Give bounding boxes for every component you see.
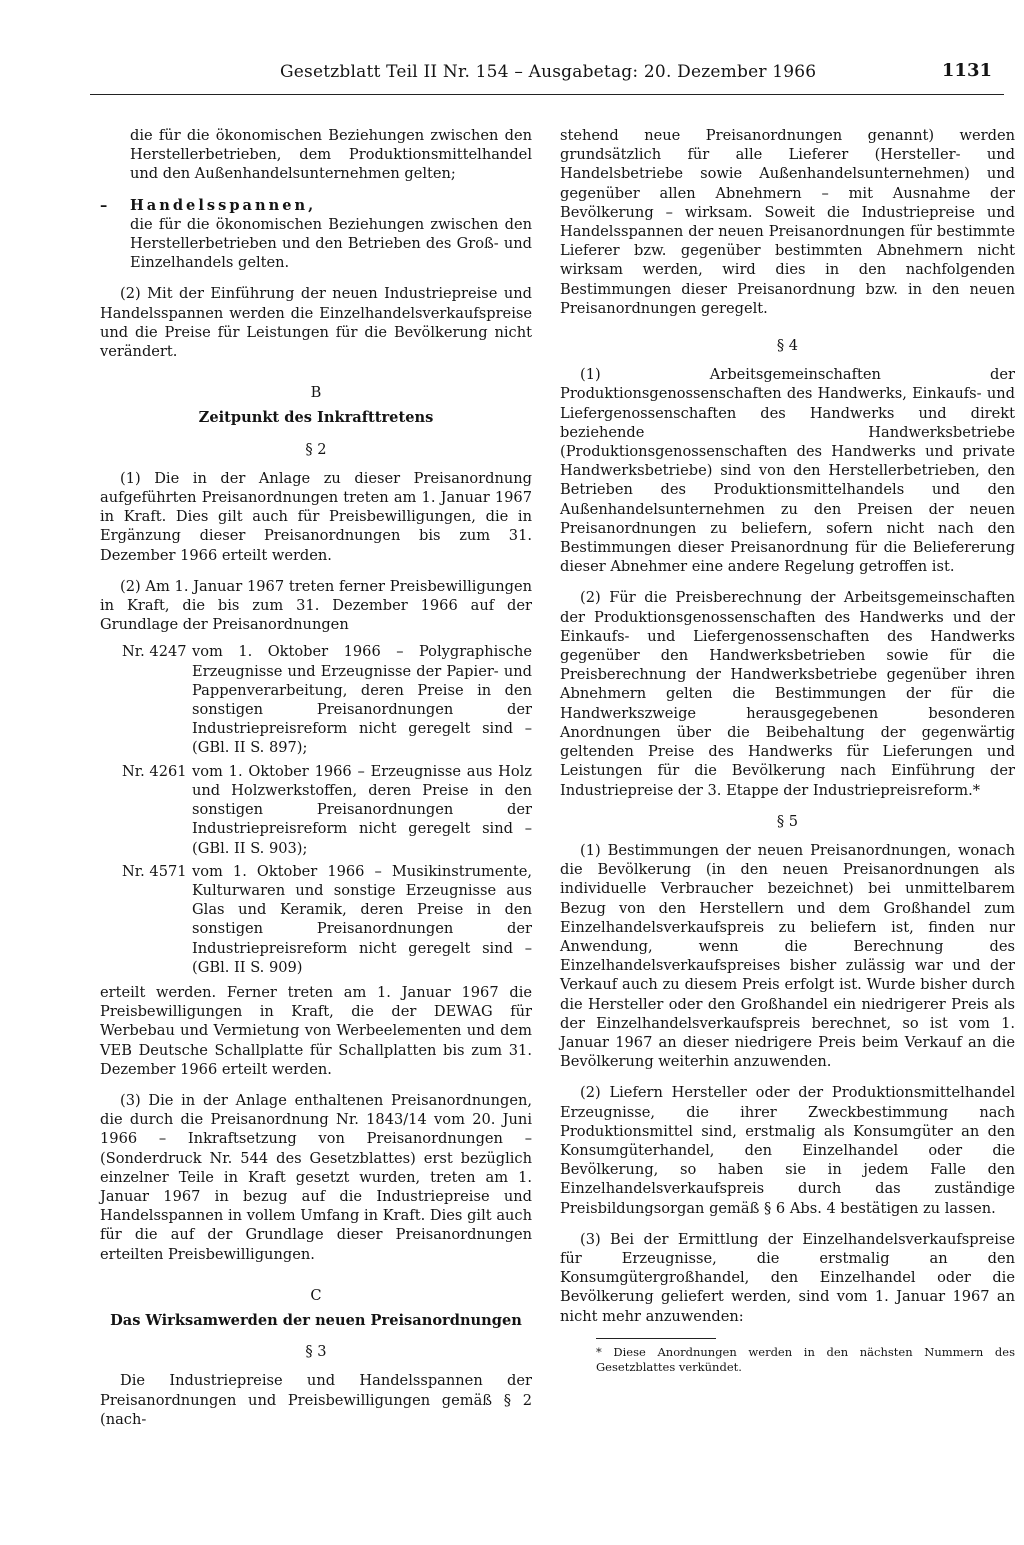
paragraph-5-2: (2) Liefern Hersteller oder der Produktionsmittelhandel Erzeugnisse, die ihrer Zweckbestimmung nach Produktionsmittel sind, erstmalig als Konsumgüter an den Konsumgüterhandel, den Einzelhandel oder die Bevölkerung, so haben sie in jedem Falle den Einzelhandelsverkaufspreis durch das zuständige Preisbildungsorgan gemäß § 6 Abs. 4 bestätigen zu lassen. [560,1084,1015,1217]
section-b-title: Zeitpunkt des Inkrafttretens [198,409,434,427]
order-text: vom 1. Oktober 1966 – Polygraphische Erzeugnisse und Erzeugnisse der Papier- und Pappenverarbeitung, deren Preise in den sonstigen Preisanordnungen der Industriepreisreform nicht geregelt sind – (GBl. II S. 897); [192,643,532,757]
section-b-letter: B [310,384,322,402]
page-number: 1131 [941,60,992,81]
paragraph-3-continued: stehend neue Preisanordnungen genannt) werden grundsätzlich für alle Lieferer (Hersteller- und Handelsbetriebe sowie Außenhandelsunternehmen) und gegenüber allen Abnehmern – mit Ausnahme der Bevölkerung – wirksam. Soweit die Industriepreise und Handelsspannen der neuen Preisanordnungen für bestimmte Lieferer bzw. gegenüber bestimmten Abnehmern nicht wirksam werden, wird dies in den nachfolgenden Bestimmungen dieser Preisanordnung bzw. in den neuen Preisanordnungen geregelt. [560,127,1015,317]
item-term: Handelsspannen, [130,196,317,214]
dash-bullet: – [100,196,108,214]
order-item [100,862,532,977]
paragraph-4-number: § 4 [776,337,799,355]
order-item [100,762,532,858]
order-text: vom 1. Oktober 1966 – Erzeugnisse aus Holz und Holzwerkstoffen, deren Preise in den sonstigen Preisanordnungen der Industriepreisreform nicht geregelt sind – (GBl. II S. 903); [192,762,532,857]
paragraph-4-2: (2) Für die Preisberechnung der Arbeitsgemeinschaften der Produktionsgenossenschaften des Handwerks und der Einkaufs- und Liefergenossenschaften des Handwerks gegenüber den Handwerksbetrieben sowie für die Preisberechnung der Handwerksbetriebe gegenüber ihren Abnehmern gelten die Bestimmungen der für die Handwerkszweige herausgegebenen besonderen Anordnungen über die Beibehaltung der gegenwärtig geltenden Preise des Handwerks für Lieferungen und Leistungen für die Bevölkerung nach Einführung der Industriepreise der 3. Etappe der Industriepreisreform.* [560,589,1015,799]
order-text: vom 1. Oktober 1966 – Musikinstrumente, Kulturwaren und sonstige Erzeugnisse aus Glas und Keramik, deren Preise in den sonstigen Preisanordnungen der Industriepreisreform nicht geregelt sind – (GBl. II S. 909) [192,862,532,976]
paragraph-5-3: (3) Bei der Ermittlung der Einzelhandelsverkaufspreise für Erzeugnisse, die erstmalig an den Konsumgütergroßhandel, den Einzelhandel oder die Bevölkerung geliefert werden, sind vom 1. Januar 1967 an nicht mehr anzuwenden: [560,1230,1015,1325]
order-number: Nr. 4571 [122,862,187,880]
section-c-letter: C [310,1286,322,1304]
paragraph-2-2: (2) Am 1. Januar 1967 treten ferner Preisbewilligungen in Kraft, die bis zum 31. Dezember 1966 auf der Grundlage der Preisanordnungen [100,577,532,634]
footnote-rule [596,1338,716,1339]
paragraph-4-1: (1) Arbeitsgemeinschaften der Produktionsgenossenschaften des Handwerks, Einkaufs- und Liefergenossenschaften des Handwerks und direkt beziehende Handwerksbetriebe (Produktionsgenossenschaften des Handwerks und private Handwerksbetriebe) sind von den Herstellerbetrieben, den Betrieben des Produktionsmittelhandels und den Außenhandelsunternehmen zu den Preisen der neuen Preisanordnungen zu beliefern, sofern nicht nach den Bestimmungen dieser Preisanordnung für die Beliefererung dieser Abnehmer eine andere Regelung getroffen ist. [560,366,1015,576]
paragraph-3: Die Industriepreise und Handelsspannen der Preisanordnungen und Preisbewilligungen gemäß § 2 (nach- [100,1372,532,1428]
order-number: Nr. 4247 [122,643,187,661]
order-list [100,642,532,976]
item-text: die für die ökonomischen Beziehungen zwischen den Herstellerbetrieben und den Betrieben des Groß- und Einzelhandels gelten. [130,215,532,272]
paragraph-a2: (2) Mit der Einführung der neuen Industriepreise und Handelsspannen werden die Einzelhandelsverkaufspreise und die Preise für Leistungen für die Bevölkerung nicht verändert. [100,285,532,361]
paragraph-3-number: § 3 [305,1343,327,1361]
paragraph-5-number: § 5 [776,812,799,830]
paragraph-2-number: § 2 [305,440,327,458]
page-header [90,58,1004,95]
right-column [560,126,1015,1375]
section-c-title: Das Wirksamwerden der neuen Preisanordnungen [110,1311,522,1329]
order-item [100,642,532,757]
continued-paragraph: die für die ökonomischen Beziehungen zwischen den Herstellerbetrieben, dem Produktionsmittelhandel und den Außenhandelsunternehmen gelten; [130,127,532,183]
paragraph-2-2-continued: erteilt werden. Ferner treten am 1. Januar 1967 die Preisbewilligungen in Kraft, die der DEWAG für Werbebau und Vermietung von Werbeelementen und dem VEB Deutsche Schallplatte für Schallplatten bis zum 31. Dezember 1966 erteilt werden. [100,983,532,1078]
paragraph-2-3: (3) Die in der Anlage enthaltenen Preisanordnungen, die durch die Preisanordnung Nr. 1843/14 vom 20. Juni 1966 – Inkraftsetzung von Preisanordnungen – (Sonderdruck Nr. 544 des Gesetzblattes) erst bezüglich einzelner Teile in Kraft gesetzt wurden, treten am 1. Januar 1967 in bezug auf die Industriepreise und Handelsspannen in vollem Umfang in Kraft. Dies gilt auch für die auf der Grundlage dieser Preisanordnungen erteilten Preisbewilligungen. [100,1091,532,1263]
left-column [100,126,532,1441]
header-title: Gesetzblatt Teil II Nr. 154 – Ausgabetag: 20. Dezember 1966 [280,62,817,82]
paragraph-2-1: (1) Die in der Anlage zu dieser Preisanordnung aufgeführten Preisanordnungen treten am 1. Januar 1967 in Kraft. Dies gilt auch für Preisbewilligungen, die in Ergänzung dieser Preisanordnungen bis zum 31. Dezember 1966 erteilt werden. [100,469,532,564]
paragraph-5-1: (1) Bestimmungen der neuen Preisanordnungen, wonach die Bevölkerung (in den neuen Preisanordnungen als individuelle Verbraucher bezeichnet) bei unmittelbarem Bezug von den Herstellern und dem Großhandel zum Einzelhandelsverkaufspreis zu beliefern ist, finden nur Anwendung, wenn die Berechnung des Einzelhandelsverkaufspreises bisher zulässig war und der Verkauf auch zu diesem Preis erfolgt ist. Wurde bisher durch die Hersteller oder den Großhandel ein niedrigerer Preis als der Einzelhandelsverkaufspreis berechnet, so ist vom 1. Januar 1967 an dieser niedrigere Preis beim Verkauf an die Bevölkerung weiterhin anzuwenden. [560,841,1015,1071]
footnote: * Diese Anordnungen werden in den nächsten Nummern des Gesetzblattes verkündet. [596,1344,1015,1374]
order-number: Nr. 4261 [122,762,187,780]
list-item-handelsspannen [100,196,532,273]
